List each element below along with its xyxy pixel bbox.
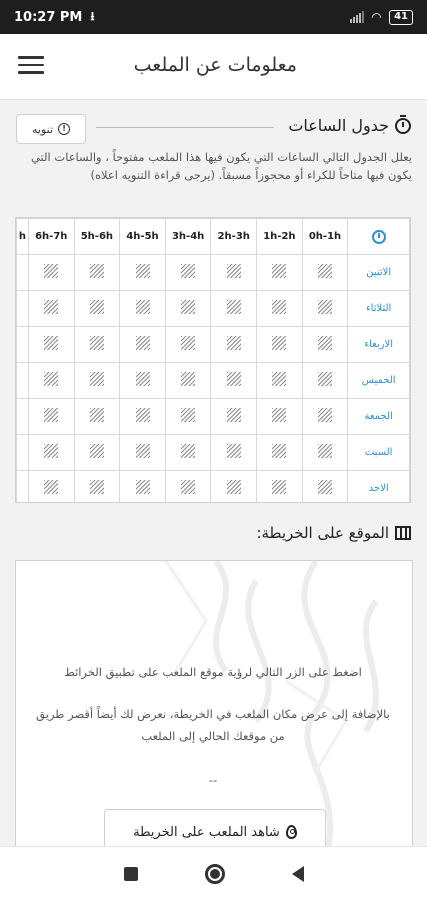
schedule-cell[interactable]: [74, 363, 120, 399]
view-on-map-label: شاهد الملعب على الخريطة: [133, 824, 280, 840]
unavailable-hatch-icon: [227, 408, 241, 422]
column-header: 4h-5h: [120, 219, 166, 255]
unavailable-hatch-icon: [90, 372, 104, 386]
unavailable-hatch-icon: [90, 444, 104, 458]
schedule-cell[interactable]: [211, 255, 257, 291]
table-row: [17, 399, 410, 435]
map-instruction: اضغط على الزر التالي لرؤية موقع الملعب على تطبيق الخرائط: [64, 665, 362, 679]
unavailable-hatch-icon: [90, 300, 104, 314]
stopwatch-icon: [372, 230, 386, 244]
schedule-cell[interactable]: [211, 363, 257, 399]
unavailable-hatch-icon: [318, 300, 332, 314]
schedule-cell[interactable]: [17, 255, 29, 291]
unavailable-hatch-icon: [181, 444, 195, 458]
unavailable-hatch-icon: [136, 300, 150, 314]
day-label: الاحد: [348, 471, 410, 504]
table-row: [17, 255, 410, 291]
unavailable-hatch-icon: [136, 372, 150, 386]
recents-button[interactable]: [124, 867, 138, 881]
unavailable-hatch-icon: [181, 372, 195, 386]
unavailable-hatch-icon: [44, 300, 58, 314]
system-nav-bar: [0, 846, 427, 900]
schedule-cell[interactable]: [28, 327, 74, 363]
column-header: 0h-1h: [302, 219, 348, 255]
schedule-cell[interactable]: [120, 399, 166, 435]
schedule-cell[interactable]: [211, 291, 257, 327]
divider: [96, 127, 274, 128]
unavailable-hatch-icon: [90, 480, 104, 494]
table-row: [17, 471, 410, 504]
wifi-icon: ◠: [371, 10, 382, 24]
schedule-cell[interactable]: [28, 291, 74, 327]
unavailable-hatch-icon: [318, 336, 332, 350]
schedule-cell[interactable]: [120, 363, 166, 399]
unavailable-hatch-icon: [318, 408, 332, 422]
schedule-cell[interactable]: [257, 471, 303, 504]
schedule-cell[interactable]: [17, 291, 29, 327]
schedule-cell[interactable]: [257, 291, 303, 327]
schedule-header: [288, 116, 411, 135]
unavailable-hatch-icon: [90, 408, 104, 422]
unavailable-hatch-icon: [44, 336, 58, 350]
map-card: [15, 560, 413, 846]
info-icon: !: [58, 123, 70, 135]
schedule-cell[interactable]: [120, 435, 166, 471]
schedule-cell[interactable]: [257, 435, 303, 471]
unavailable-hatch-icon: [44, 408, 58, 422]
unavailable-hatch-icon: [318, 372, 332, 386]
unavailable-hatch-icon: [227, 480, 241, 494]
schedule-cell[interactable]: [257, 255, 303, 291]
page-content[interactable]: [0, 100, 427, 846]
schedule-description: يعلل الجدول التالي الساعات التي يكون فيها هذا الملعب مفتوحاً ، والساعات التي يكون فيها متاحاً للكراء أو محجوزاً مسبقاً. (يرجى قراءة التنويه اعلاه): [30, 150, 412, 182]
unavailable-hatch-icon: [136, 336, 150, 350]
home-button[interactable]: [205, 864, 225, 884]
table-row: [17, 363, 410, 399]
schedule-cell[interactable]: [165, 327, 211, 363]
unavailable-hatch-icon: [181, 408, 195, 422]
download-icon: ⭳: [90, 8, 95, 23]
unavailable-hatch-icon: [44, 264, 58, 278]
schedule-cell[interactable]: [165, 363, 211, 399]
schedule-cell[interactable]: [17, 435, 29, 471]
schedule-cell[interactable]: [302, 435, 348, 471]
unavailable-hatch-icon: [181, 336, 195, 350]
schedule-cell[interactable]: [302, 327, 348, 363]
column-header: 3h-4h: [165, 219, 211, 255]
schedule-cell[interactable]: [28, 399, 74, 435]
schedule-cell[interactable]: [28, 363, 74, 399]
schedule-cell[interactable]: [165, 399, 211, 435]
schedule-cell[interactable]: [74, 399, 120, 435]
schedule-cell[interactable]: [74, 435, 120, 471]
column-header: 2h-3h: [211, 219, 257, 255]
location-pin-icon: [286, 825, 297, 839]
unavailable-hatch-icon: [272, 264, 286, 278]
schedule-cell[interactable]: [302, 363, 348, 399]
schedule-cell[interactable]: [165, 255, 211, 291]
app-bar: [0, 34, 427, 100]
unavailable-hatch-icon: [318, 444, 332, 458]
unavailable-hatch-icon: [318, 480, 332, 494]
battery-icon: 41: [389, 10, 413, 25]
schedule-cell[interactable]: [74, 471, 120, 504]
schedule-cell[interactable]: [17, 327, 29, 363]
schedule-cell[interactable]: [302, 291, 348, 327]
schedule-cell[interactable]: [211, 327, 257, 363]
schedule-cell[interactable]: [211, 399, 257, 435]
schedule-cell[interactable]: [302, 471, 348, 504]
unavailable-hatch-icon: [272, 336, 286, 350]
notice-label: تنويه: [31, 122, 54, 136]
schedule-title: جدول الساعات: [288, 116, 389, 135]
schedule-cell[interactable]: [17, 399, 29, 435]
back-button[interactable]: [292, 866, 304, 882]
unavailable-hatch-icon: [227, 300, 241, 314]
schedule-table[interactable]: [15, 217, 411, 503]
day-label: الجمعة: [348, 399, 410, 435]
schedule-cell[interactable]: [120, 327, 166, 363]
map-header: [256, 524, 411, 542]
unavailable-hatch-icon: [44, 444, 58, 458]
unavailable-hatch-icon: [272, 444, 286, 458]
unavailable-hatch-icon: [227, 336, 241, 350]
schedule-cell[interactable]: [17, 471, 29, 504]
schedule-cell[interactable]: [257, 363, 303, 399]
notice-button[interactable]: [16, 114, 86, 144]
schedule-cell[interactable]: [302, 255, 348, 291]
column-header: 6h-7h: [28, 219, 74, 255]
schedule-cell[interactable]: [165, 471, 211, 504]
table-header-row: [17, 219, 410, 255]
day-label: الاثنين: [348, 255, 410, 291]
map-description: بالإضافة إلى عرض مكان الملعب في الخريطة، نعرض لك أيضاً أقصر طريق من موقعك الحالي إلى الملعب: [36, 707, 390, 743]
schedule-cell[interactable]: [165, 291, 211, 327]
schedule-cell[interactable]: [120, 291, 166, 327]
unavailable-hatch-icon: [272, 300, 286, 314]
page-title: معلومات عن الملعب: [133, 54, 297, 76]
stopwatch-icon: [395, 118, 411, 134]
table-row: [17, 327, 410, 363]
column-header: h: [17, 219, 29, 255]
unavailable-hatch-icon: [90, 336, 104, 350]
schedule-cell[interactable]: [120, 471, 166, 504]
table-row: [17, 291, 410, 327]
day-label: الثلاثاء: [348, 291, 410, 327]
schedule-cell[interactable]: [74, 255, 120, 291]
schedule-cell[interactable]: [302, 399, 348, 435]
day-label: السبت: [348, 435, 410, 471]
unavailable-hatch-icon: [44, 372, 58, 386]
table-row: [17, 435, 410, 471]
unavailable-hatch-icon: [181, 300, 195, 314]
schedule-cell[interactable]: [257, 327, 303, 363]
unavailable-hatch-icon: [227, 444, 241, 458]
unavailable-hatch-icon: [181, 264, 195, 278]
status-bar: [0, 0, 427, 34]
unavailable-hatch-icon: [227, 372, 241, 386]
map-title: الموقع على الخريطة:: [256, 524, 389, 542]
unavailable-hatch-icon: [272, 408, 286, 422]
schedule-cell[interactable]: [28, 435, 74, 471]
schedule-cell[interactable]: [74, 327, 120, 363]
unavailable-hatch-icon: [136, 444, 150, 458]
schedule-cell[interactable]: [17, 363, 29, 399]
unavailable-hatch-icon: [272, 372, 286, 386]
column-header: 5h-6h: [74, 219, 120, 255]
day-label: الخميس: [348, 363, 410, 399]
schedule-cell[interactable]: [257, 399, 303, 435]
unavailable-hatch-icon: [44, 480, 58, 494]
unavailable-hatch-icon: [318, 264, 332, 278]
column-header: 1h-2h: [257, 219, 303, 255]
unavailable-hatch-icon: [136, 480, 150, 494]
unavailable-hatch-icon: [136, 408, 150, 422]
unavailable-hatch-icon: [227, 264, 241, 278]
unavailable-hatch-icon: [272, 480, 286, 494]
clock-column-header: [348, 219, 410, 255]
schedule-cell[interactable]: [28, 255, 74, 291]
map-separator: --: [208, 773, 218, 787]
schedule-cell[interactable]: [28, 471, 74, 504]
schedule-cell[interactable]: [74, 291, 120, 327]
schedule-cell[interactable]: [120, 255, 166, 291]
status-time: 10:27 PM: [14, 9, 83, 25]
unavailable-hatch-icon: [136, 264, 150, 278]
schedule-cell[interactable]: [211, 471, 257, 504]
unavailable-hatch-icon: [90, 264, 104, 278]
signal-icon: [350, 11, 364, 23]
menu-button[interactable]: [18, 56, 44, 78]
schedule-cell[interactable]: [211, 435, 257, 471]
view-on-map-button[interactable]: [104, 809, 326, 846]
day-label: الاربعاء: [348, 327, 410, 363]
map-icon: [395, 526, 411, 540]
schedule-cell[interactable]: [165, 435, 211, 471]
unavailable-hatch-icon: [181, 480, 195, 494]
